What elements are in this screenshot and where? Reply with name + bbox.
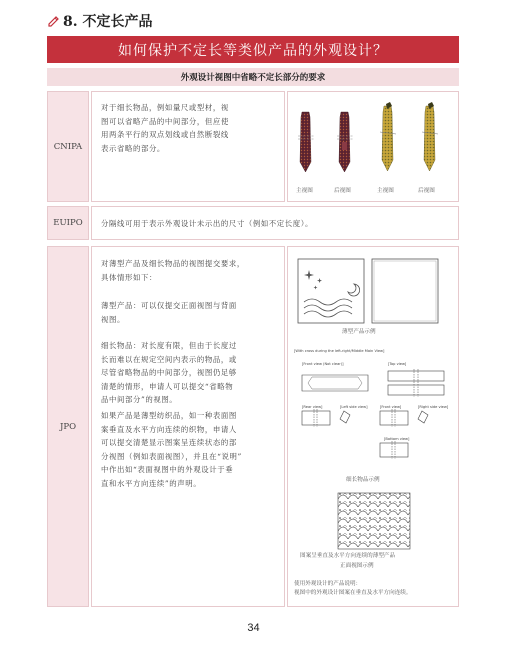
front-view-b-label: [Front view] <box>380 405 402 409</box>
elongated-article-views <box>288 365 460 475</box>
jpo-textile-pattern: 如果产品是薄型纺织品，如一种表面图 案垂直及水平方向连续的织物，申请人 可以提交清楚显示图案呈连续状态的部 分视图（例如表面视图），并且在“说明” 中作出如“表面视图中的外观设计于垂 直和水平方向连续”的声明。 <box>101 411 242 488</box>
caption-rear-view: 后视图 <box>334 188 351 194</box>
cnipa-text-cell <box>91 91 285 202</box>
office-label-euipo: EUIPO <box>47 206 89 240</box>
page-heading <box>47 11 153 31</box>
continuous-pattern-illustration <box>288 491 460 553</box>
right-view-label: [Right side view] <box>418 405 449 409</box>
bottom-view-label: [Bottom view] <box>384 437 410 441</box>
pattern-caption-1: 图案呈垂直及水平方向连续的薄型产品 <box>300 553 396 559</box>
elongated-article-caption: 细长物品示例 <box>346 477 380 483</box>
caption-rear-view-2: 后视图 <box>418 188 435 194</box>
tie-front-2 <box>380 102 396 171</box>
jpo-elongated-articles: 细长物品：对长度有限，但由于长度过 长而难以在规定空间内表示的物品，或 尽管省略物品的中间部分，视图仍足够 清楚的情形，申请人可以提交“省略物 品中间部分”的视图。 <box>101 341 237 404</box>
top-view-label: [Top view] <box>388 362 407 366</box>
caption-front-view-2: 主视图 <box>377 188 394 194</box>
thin-product-illustration <box>288 247 460 337</box>
pencil-icon <box>47 12 60 31</box>
cnipa-description: 对于细长物品，例如量尺或型材，视 图可以省略产品的中间部分，但应使 用两条平行的双点划线或自然断裂线 表示省略的部分。 <box>101 103 229 153</box>
pattern-caption-2: 正面视图示例 <box>340 563 374 569</box>
table-header: 外观设计视图中省略不定长部分的要求 <box>47 68 459 86</box>
rear-view-label: [Rear view] <box>302 405 323 409</box>
tie-rear-2 <box>422 102 438 171</box>
euipo-description: 分隔线可用于表示外观设计未示出的尺寸（例如不定长度）。 <box>101 219 314 228</box>
thin-product-caption: 薄型产品示例 <box>342 329 376 335</box>
jpo-text-cell <box>91 246 285 607</box>
tie-rear-1 <box>337 112 353 172</box>
front-view-label: [Front view (Not clear)] <box>302 362 344 366</box>
page-number: 34 <box>247 622 260 634</box>
left-view-label: [Left side view] <box>340 405 368 409</box>
jpo-figure-cell <box>287 246 459 607</box>
cnipa-figure-cell <box>287 91 459 202</box>
page-title: 8. 不定长产品 <box>63 14 153 30</box>
jpo-intro: 对薄型产品及细长物品的视图提交要求， 具体情形如下： <box>101 259 245 282</box>
question-banner: 如何保护不定长等类似产品的外观设计？ <box>47 36 459 63</box>
office-label-cnipa: CNIPA <box>47 91 89 202</box>
jpo-thin-products: 薄型产品：可以仅提交正面视图与背面 视图。 <box>101 301 237 324</box>
tie-front-1 <box>298 112 314 172</box>
euipo-text-cell <box>91 206 459 240</box>
figure-header-label: [With cross during the left-right/Middle Main View] <box>294 349 385 353</box>
design-note-text: 视图中的外观设计图案在垂直及水平方向连续。 <box>294 590 412 596</box>
office-label-jpo: JPO <box>47 246 89 607</box>
caption-front-view: 主视图 <box>296 188 313 194</box>
design-note-title: 使用外观设计的产品说明： <box>294 581 362 587</box>
